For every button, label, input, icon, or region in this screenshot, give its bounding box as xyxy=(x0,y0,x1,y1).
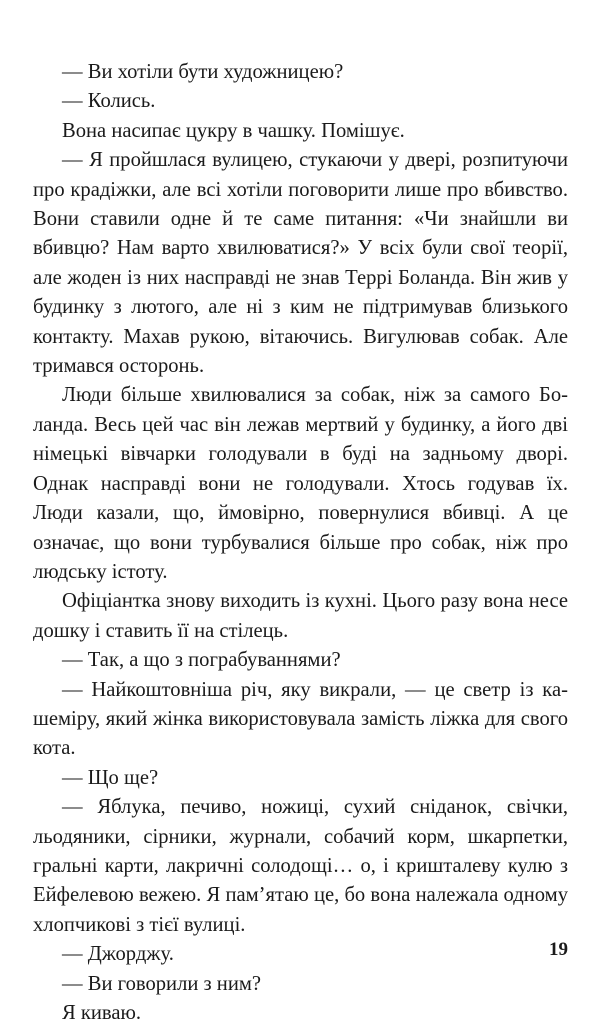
narrative-paragraph: Офіціантка знову виходить із кухні. Цього разу вона несе дошку і ставить її на стілець. xyxy=(33,590,568,642)
dialogue-paragraph: — Ви хотіли бути художницею? xyxy=(62,61,344,83)
narrative-paragraph: Вона насипає цукру в чашку. Помішує. xyxy=(62,119,405,142)
dialogue-paragraph: — Я пройшлася вулицею, стукаючи у двері, розпитуючи про крадіжки, але всі хотіли поговорити лише про вбивство. Вони ставили одне й те саме питання: «Чи знайшли ви вбивцю? Нам варто хвилюватися?» У всіх були свої теорії, але жоден із них насправді не знав Террі Боланда. Він жив у будинку з лютого, але ні з ким не підтримував близького контакту. Махав рукою, вітаючись. Вигулював собак. Але тримався осторонь. xyxy=(33,149,568,378)
narrative-paragraph: Я киваю. xyxy=(62,1002,142,1024)
dialogue-paragraph: — Джорджу. xyxy=(62,943,174,966)
dialogue-paragraph: — Що ще? xyxy=(62,766,159,789)
dialogue-paragraph: — Колись. xyxy=(62,90,156,113)
body-text xyxy=(33,58,568,1028)
dialogue-paragraph: — Яблука, печиво, ножиці, сухий сніданок, свічки, льодяники, сірники, журнали, собачий корм, шкарпетки, гральні карти, лакричні солодощі… о, і кришталеву кулю з Ейфелевою вежею. Я пам’ятаю це, бо вона належала одному хлопчикові з тієї вулиці. xyxy=(33,796,568,936)
dialogue-paragraph: — Ви говорили з ним? xyxy=(62,972,262,995)
page-number: 19 xyxy=(549,939,568,960)
dialogue-paragraph: — Найкоштовніша річ, яку викрали, — це светр із кашеміру, який жінка використовувала замість ліжка для свого кота. xyxy=(33,678,568,760)
narrative-paragraph: Люди більше хвилювалися за собак, ніж за самого Боланда. Весь цей час він лежав мертвий у будинку, а його дві німецькі вівчарки голодували в буді на задньому дворі. Однак насправді вони не голодували. Хтось годував їх. Люди казали, що, ймовірно, повернулися вбивці. А це означає, що вони турбувалися більше про собак, ніж про людську істоту. xyxy=(33,384,568,583)
dialogue-paragraph: — Так, а що з пограбуваннями? xyxy=(62,649,341,672)
